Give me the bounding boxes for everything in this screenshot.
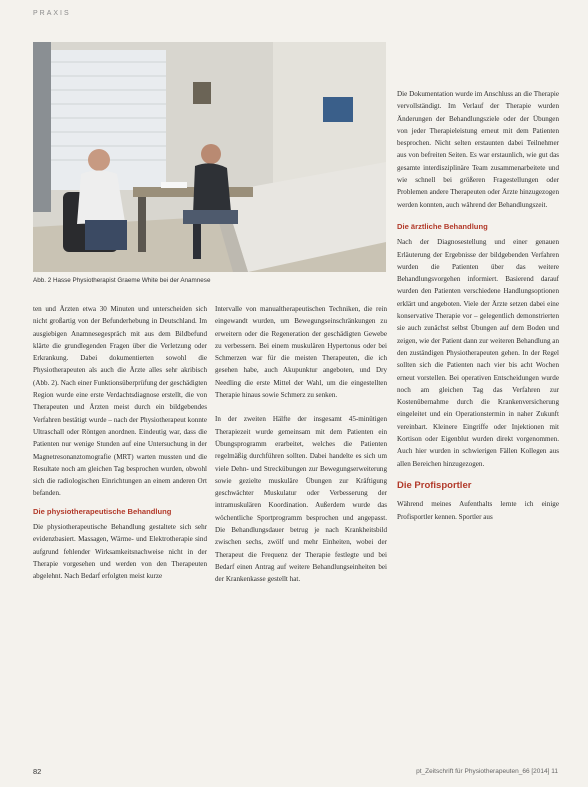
figure-caption: Abb. 2 Hasse Physiotherapist Graeme White bei der Anamnese xyxy=(33,277,211,284)
text-column-middle xyxy=(215,303,387,586)
paragraph: Die Dokumentation wurde im Anschluss an die Therapie vervollständigt. Im Verlauf der Therapie wurden Änderungen der Behandlungsziele oder der Übungen von jeder Therapieleistung erneut mit dem Patienten besprochen. Nicht selten erstaunten dabei Teilnehmer aus von befreiten Seiten. Es war erstaunlich, wie gut das gesamte interdisziplinäre Team zusammenarbeitete und wie schnell bei größeren Fragestellungen oder Problemen andere Therapeuten oder Ärzte hinzugezogen werden konnten, auch während der Behandlungszeit. xyxy=(397,90,559,209)
section-header: PRAXIS xyxy=(33,10,71,17)
text-column-left xyxy=(33,303,207,583)
paragraph: Intervalle von manualtherapeutischen Techniken, die rein eingewandt wurden, um Bewegungseinschränkungen zu erweitern oder die Regeneration der geschädigten Gewebe zu verbessern. Bei einem muskulären Hypertonus oder bei Schmerzen war für die meisten Therapeuten, die ich gesehen habe, auch Akupunktur angeboten, und Dry Needling die erste Mittel der Wahl, um die eingestellten Therapie hinaus sowie Schmerz zu senken. xyxy=(215,305,387,400)
paragraph: Die physiotherapeutische Behandlung gestaltete sich sehr evidenzbasiert. Massagen, Wärme- und Elektrotherapie sind aufgrund fehlender Wirksamkeitsnachweise nicht in der Therapie vorgesehen und werden von den Therapeuten abgelehnt. Nach Bedarf erfolgten meist kurze xyxy=(33,523,207,581)
figure-photo xyxy=(33,42,386,272)
subheading: Die physiotherapeutische Behandlung xyxy=(33,506,172,516)
paragraph: Nach der Diagnosestellung und einer genauen Erläuterung der Ergebnisse der bildgebenden Verfahren wurden die Patienten über das weitere Behandlungsvorgehen informiert. Basierend darauf wurden den Patienten verschiedene Handlungsoptionen erklärt und angeboten. Viele der Ärzte setzen dabei eine konservative Therapie vor – gelegentlich demonstrierten sie auch zunächst selbst Übungen auf dem Boden und zeigen, wie der Patient dann zur weiteren Behandlung an den zuständigen Physiotherapeuten gehen. In der Regel sollten sich die Patienten nach vier bis acht Wochen erneut vorstellen. Bei operativen Entscheidungen wurde noch am gleichen Tag das Verfahren zur Kostenübernahme durch die Krankenversicherung eingeleitet und ein Operationstermin in naher Zukunft vereinbart. Kleinere Eingriffe oder Injektionen mit Kortison oder Eigenblut wurden direkt vorgenommen. Auch hier wurden in schwierigen Fällen Kollegen aus allen Bereichen hinzugezogen. xyxy=(397,238,559,468)
paragraph: Während meines Aufenthalts lernte ich einige Profisportler kennen. Sportler aus xyxy=(397,500,559,521)
paragraph: ten und Ärzten etwa 30 Minuten und unterscheiden sich nicht großartig von der Befunderhebung in Deutschland. Im ausgiebigen Anamnesegespräch mit aus dem Bildbefund klärte die grundlegenden Fragen über die Verletzung oder Erkrankung. Dabei dokumentierten sowohl die Physiotherapeuten als auch die Ärzte alles sehr akribisch (Abb. 2). Nach einer Funktionsüberprüfung der geschädigten Region wurde eine erste Verdachtsdiagnose erstellt, die von Therapeuten und Ärzten meist durch ein bildgebendes Verfahren bestätigt wurde – nach der Physiotherapeut konnte Ultraschall oder Röntgen anordnen. Eindeutig war, dass die Patienten nur wenige Stunden auf eine Untersuchung in der Magnetresonanztomografie (MRT) warten mussten und die Resultate noch am gleichen Tag besprochen wurden, obwohl sich die radiologischen Einrichtungen an einem anderen Ort befanden. xyxy=(33,305,207,498)
subheading: Die ärztliche Behandlung xyxy=(397,221,488,231)
page-number: 82 xyxy=(33,767,42,776)
text-column-right xyxy=(397,88,559,523)
section-heading: Die Profisportler xyxy=(397,479,472,491)
journal-footer: pt_Zeitschrift für Physiotherapeuten_66 [2014] 11 xyxy=(416,768,558,775)
paragraph: In der zweiten Hälfte der insgesamt 45-minütigen Therapiezeit wurde gemeinsam mit dem Patienten ein Übungsprogramm erarbeitet, welches die Patienten regelmäßig durchführen sollten. Dabei handelte es sich um viele Dehn- und Streckübungen zur Bewegungserweiterung sowie gezielte muskuläre Übungen zur Kräftigung geschwächter Muskulatur oder Verbesserung der intramuskulären Koordination. Außerdem wurde das wöchentliche Sportprogramm besprochen und angepasst. Die Behandlungsdauer betrug je nach Krankheitsbild zwischen sechs, zwölf und mehr Einheiten, wobei der Therapeut die Frequenz der Therapie festlegte und bei Bedarf einen Antrag auf weitere Behandlungseinheiten bei der Krankenkasse gestellt hat. xyxy=(215,415,387,584)
